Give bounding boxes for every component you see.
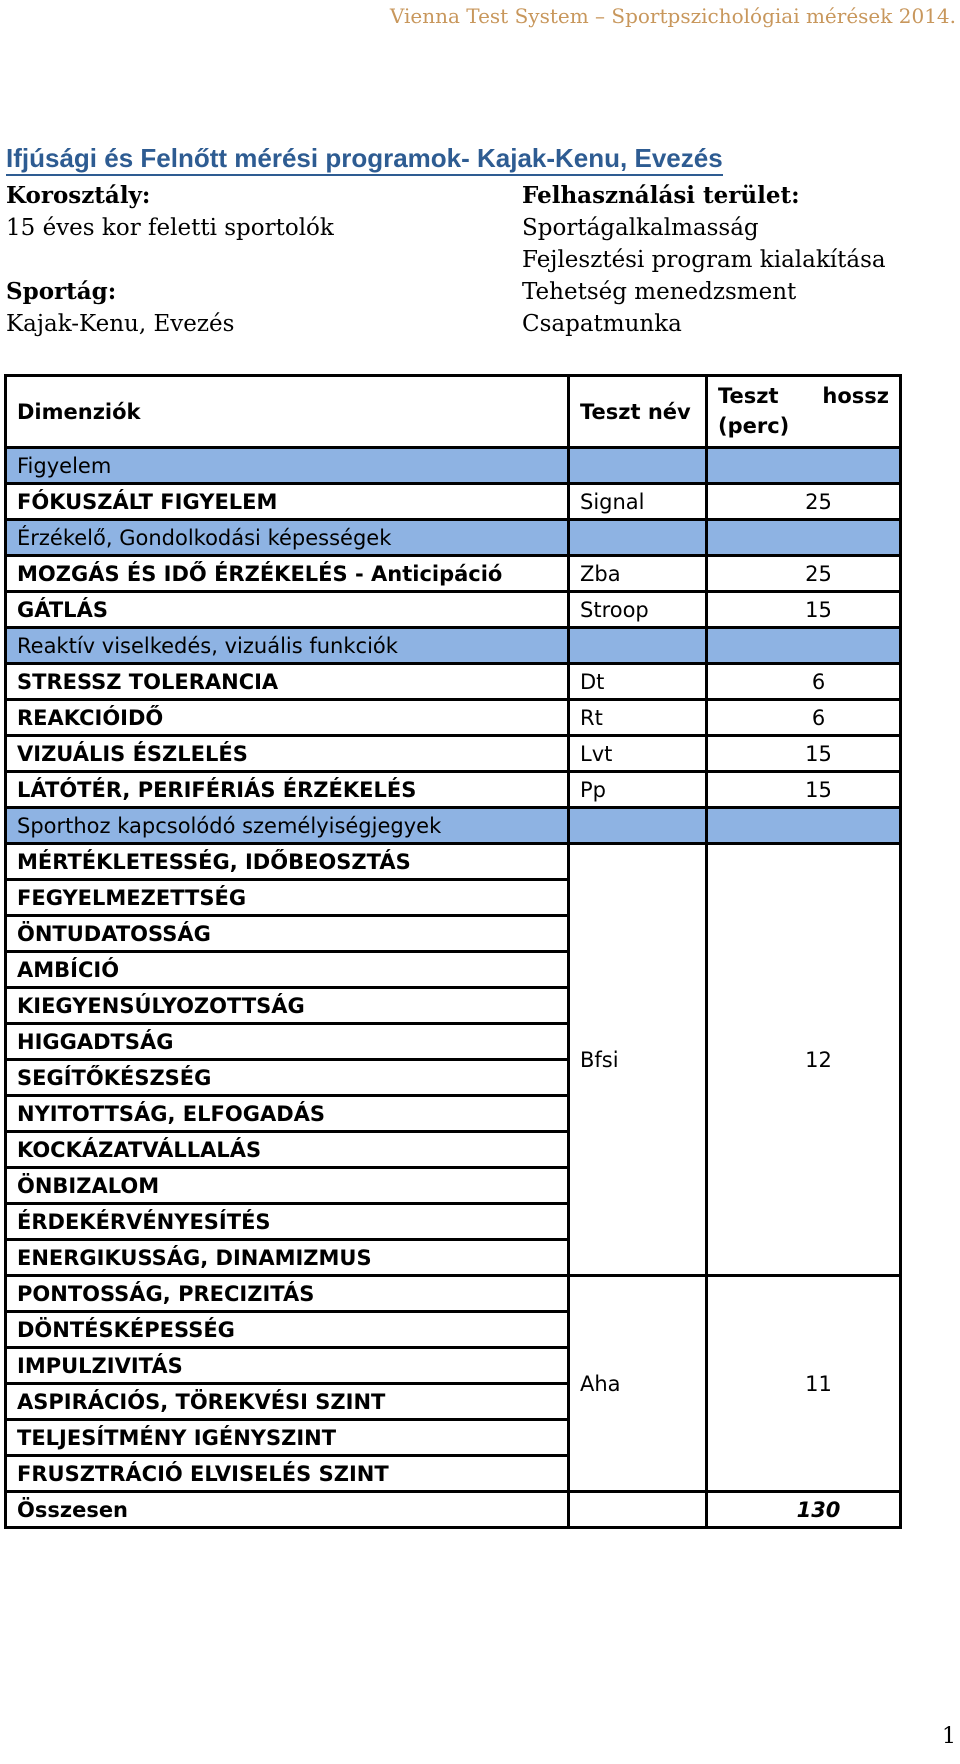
dimension-name: NYITOTTSÁG, ELFOGADÁS: [6, 1096, 569, 1132]
dimension-name: ÖNTUDATOSSÁG: [6, 916, 569, 952]
test-duration: 11: [707, 1276, 901, 1492]
table-row: [6, 484, 901, 520]
sport-label: Sportág:: [6, 278, 117, 305]
total-row: [6, 1492, 901, 1528]
total-label: Összesen: [6, 1492, 569, 1528]
header-duration-unit: (perc): [718, 414, 790, 438]
test-name: Signal: [569, 484, 707, 520]
test-duration: 12: [707, 844, 901, 1276]
dimension-name: HIGGADTSÁG: [6, 1024, 569, 1060]
test-name: Rt: [569, 700, 707, 736]
page-number: 1: [942, 1724, 956, 1749]
table-row: [6, 592, 901, 628]
table-row: [6, 700, 901, 736]
running-header: Vienna Test System – Sportpszichológiai mérések 2014.: [389, 4, 956, 28]
category-row: [6, 520, 901, 556]
dimension-name: LÁTÓTÉR, PERIFÉRIÁS ÉRZÉKELÉS: [6, 772, 569, 808]
dimension-name: STRESSZ TOLERANCIA: [6, 664, 569, 700]
dimension-name: ASPIRÁCIÓS, TÖREKVÉSI SZINT: [6, 1384, 569, 1420]
test-name: Dt: [569, 664, 707, 700]
category-row: [6, 808, 901, 844]
dimension-name: VIZUÁLIS ÉSZLELÉS: [6, 736, 569, 772]
test-duration: 25: [707, 556, 901, 592]
test-duration: 6: [707, 664, 901, 700]
dimension-name: MÉRTÉKLETESSÉG, IDŐBEOSZTÁS: [6, 844, 569, 880]
program-info-right: [522, 180, 886, 340]
dimension-name: REAKCIÓIDŐ: [6, 700, 569, 736]
category-row: [6, 448, 901, 484]
usage-item: Fejlesztési program kialakítása: [522, 247, 886, 273]
dimension-name: GÁTLÁS: [6, 592, 569, 628]
usage-item: Sportágalkalmasság: [522, 215, 759, 241]
header-test-name: Teszt név: [569, 376, 707, 448]
test-name: Lvt: [569, 736, 707, 772]
test-duration: 15: [707, 736, 901, 772]
dimension-name: FEGYELMEZETTSÉG: [6, 880, 569, 916]
test-duration: 6: [707, 700, 901, 736]
test-name: Bfsi: [569, 844, 707, 1276]
test-duration: 15: [707, 772, 901, 808]
age-group-value: 15 éves kor feletti sportolók: [6, 215, 334, 241]
dimension-name: FRUSZTRÁCIÓ ELVISELÉS SZINT: [6, 1456, 569, 1492]
category-label: Érzékelő, Gondolkodási képességek: [6, 520, 569, 556]
dimension-name: FÓKUSZÁLT FIGYELEM: [6, 484, 569, 520]
table-header-row: [6, 376, 901, 448]
test-name: Aha: [569, 1276, 707, 1492]
age-group-label: Korosztály:: [6, 182, 151, 209]
dimension-name: DÖNTÉSKÉPESSÉG: [6, 1312, 569, 1348]
category-label: Sporthoz kapcsolódó személyiségjegyek: [6, 808, 569, 844]
dimension-name: TELJESÍTMÉNY IGÉNYSZINT: [6, 1420, 569, 1456]
table-row: [6, 844, 901, 880]
dimensions-table: [4, 374, 902, 1529]
table-row: [6, 1276, 901, 1312]
program-info-left: [6, 180, 334, 340]
dimension-name: IMPULZIVITÁS: [6, 1348, 569, 1384]
test-name: Zba: [569, 556, 707, 592]
test-name: Pp: [569, 772, 707, 808]
table-row: [6, 772, 901, 808]
dimension-name: KIEGYENSÚLYOZOTTSÁG: [6, 988, 569, 1024]
table-row: [6, 664, 901, 700]
dimension-name: ÉRDEKÉRVÉNYESÍTÉS: [6, 1204, 569, 1240]
category-label: Figyelem: [6, 448, 569, 484]
dimension-name: PONTOSSÁG, PRECIZITÁS: [6, 1276, 569, 1312]
total-value: 130: [707, 1492, 901, 1528]
usage-item: Tehetség menedzsment: [522, 279, 797, 305]
test-name: Stroop: [569, 592, 707, 628]
sport-value: Kajak-Kenu, Evezés: [6, 311, 235, 337]
dimension-name: ÖNBIZALOM: [6, 1168, 569, 1204]
document-title: Ifjúsági és Felnőtt mérési programok- Kajak-Kenu, Evezés: [6, 142, 723, 176]
header-duration-part: Teszt: [718, 384, 779, 408]
test-duration: 25: [707, 484, 901, 520]
dimension-name-part: Anticipáció: [371, 561, 503, 586]
header-duration-part: hossz: [822, 384, 889, 408]
table-row: [6, 736, 901, 772]
usage-label: Felhasználási terület:: [522, 182, 800, 209]
dimension-name: [6, 556, 569, 592]
dimension-name: ENERGIKUSSÁG, DINAMIZMUS: [6, 1240, 569, 1276]
dimension-name: AMBÍCIÓ: [6, 952, 569, 988]
usage-item: Csapatmunka: [522, 311, 682, 337]
dimension-name: SEGÍTŐKÉSZSÉG: [6, 1060, 569, 1096]
header-dimensions: Dimenziók: [6, 376, 569, 448]
table-row: [6, 556, 901, 592]
test-duration: 15: [707, 592, 901, 628]
category-row: [6, 628, 901, 664]
dimension-name: KOCKÁZATVÁLLALÁS: [6, 1132, 569, 1168]
category-label: Reaktív viselkedés, vizuális funkciók: [6, 628, 569, 664]
dimension-name-part: MOZGÁS ÉS IDŐ ÉRZÉKELÉS -: [17, 561, 371, 586]
header-duration: [707, 376, 901, 448]
